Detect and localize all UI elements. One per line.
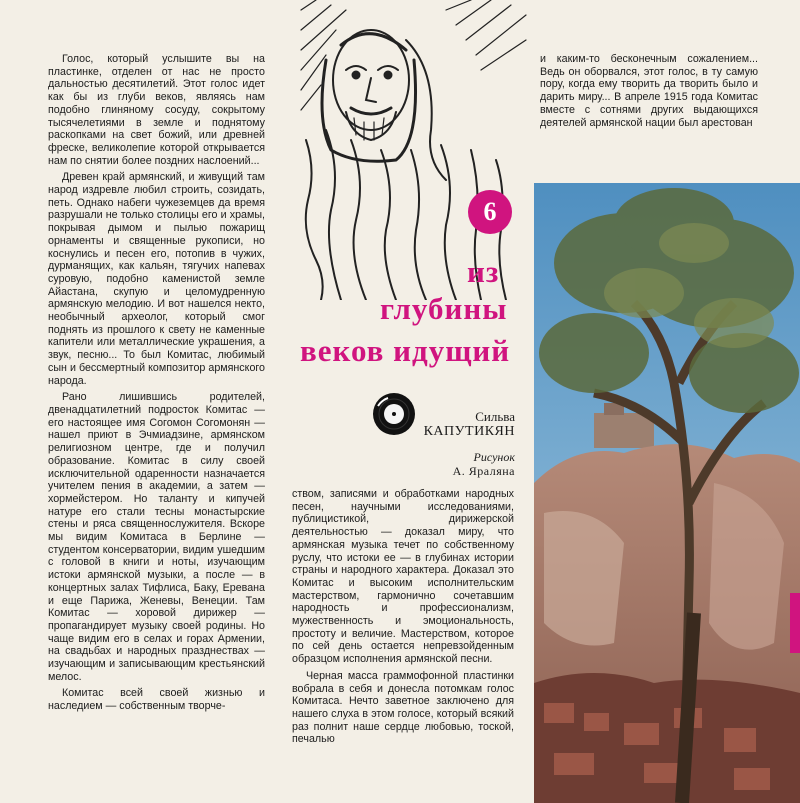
landscape-photo [534,183,800,803]
vinyl-record-icon [372,392,416,436]
article-column-3 [540,53,758,133]
paragraph: ством, записями и обработками народных песен, научными исследованиями, публицистикой, дирижерской деятельностью — доказал миру, что армянская музыка течет по собственному руслу, что истоки ее — в глубинах истории страны и народного характера. Доказал это Комитас и высоким исполнительским мастерством, гармонично сочетавшим народность и профессионализм, мужественность и эмоциональность, простоту и величие. Мастерством, которое по сей день остается непревзойденным образцом исполнения армянской песни. [292,488,514,666]
author-credits [420,410,515,478]
article-column-1 [48,53,265,717]
author-first-name: Сильва [475,409,515,424]
paragraph: Голос, который услышите вы на пластинке, отделен от нас не простo дальностью десятилетий. Этот голос идет как бы из глуби веков, являясь нам подобно глиняному сосуду, сокрытому тысячелетиями в земле и поднятому раскопками на свет божий, или древней фреске, великолепие которой открывается нам по снятии более поздних наслоений... [48,53,265,167]
illustration-label: Рисунок [473,450,515,464]
paragraph: и каким-то бесконечным сожалением... Ведь он оборвался, этот голос, в ту самую пору, когда ему творить да творить было и дарить миру... В апреле 1915 года Комитас вместе с сотнями других выдающихся деятелей армянской нации был арестован [540,53,758,129]
paragraph: Комитас всей своей жизнью и наследием — собственным творче- [48,687,265,713]
paragraph: Рано лишившись родителей, двенадцатилетний подросток Комитас — его настоящее имя Согомон Согомонян — нашел приют в Эчмиадзине, армянском религиозном центре, где и получил образование. Комитас в силу своей исключительной одаренности назначается учителем пения в академии, а затем — хормейстером. Но таланту и кипучей натуре его стали тесны монастырские стены и ряса священнослужителя. Вскоре мы видим Комитаса в Берлине — студентом консерватории, видим ушедшим с головой в книги и ноты, изучающим истоки армянской музыки, а после — в концертных залах Тифлиса, Баку, Еревана и еще Парижа, Женевы, Венеции. Там Комитас — хоровой дирижер — пропагандирует музыку своей родины. Но чаще видим его в селах и горах Армении, на свадьбах и народных празднествах — изучающим и записывающим крестьянский мелос. [48,391,265,683]
title-line-3: веков идущий [300,333,511,368]
paragraph: Древен край армянский, и живущий там народ издревле любил строить, созидать, петь. Однако набеги чужеземцев да время разрушали не только столицы его и храмы, покрывая дымом и пылью пожарищ орнаменты и священные рукописи, но коснулись и песен его, потопив в чужих, дурманящих, как кальян, тягучих напевах суровую, подобно каменистой земле Айастана, скупую и целомудренную армянскую мелодию. И вот нашелся некто, необычный археолог, который смог поднять из прошлого к свету не каменные капители или металлические украшения, а звук, песню... То был Комитас, любимый сын и бессмертный композитор армянского народа. [48,171,265,387]
author-last-name: КАПУТИКЯН [423,424,515,439]
title-line-1: из [467,254,500,289]
illustrator-name: А. Яраляна [452,464,515,478]
article-column-2 [292,488,514,750]
issue-number-badge: 6 [468,190,512,234]
title-line-2: глубины [380,291,508,326]
paragraph: Черная масса граммофонной пластинки вобрала в себя и донесла потомкам голос Комитаса. Нечто заветное заключено для нашего слуха в этом голосе, который всякий раз полнит наше сердце любовью, тоской, печалью [292,669,514,746]
